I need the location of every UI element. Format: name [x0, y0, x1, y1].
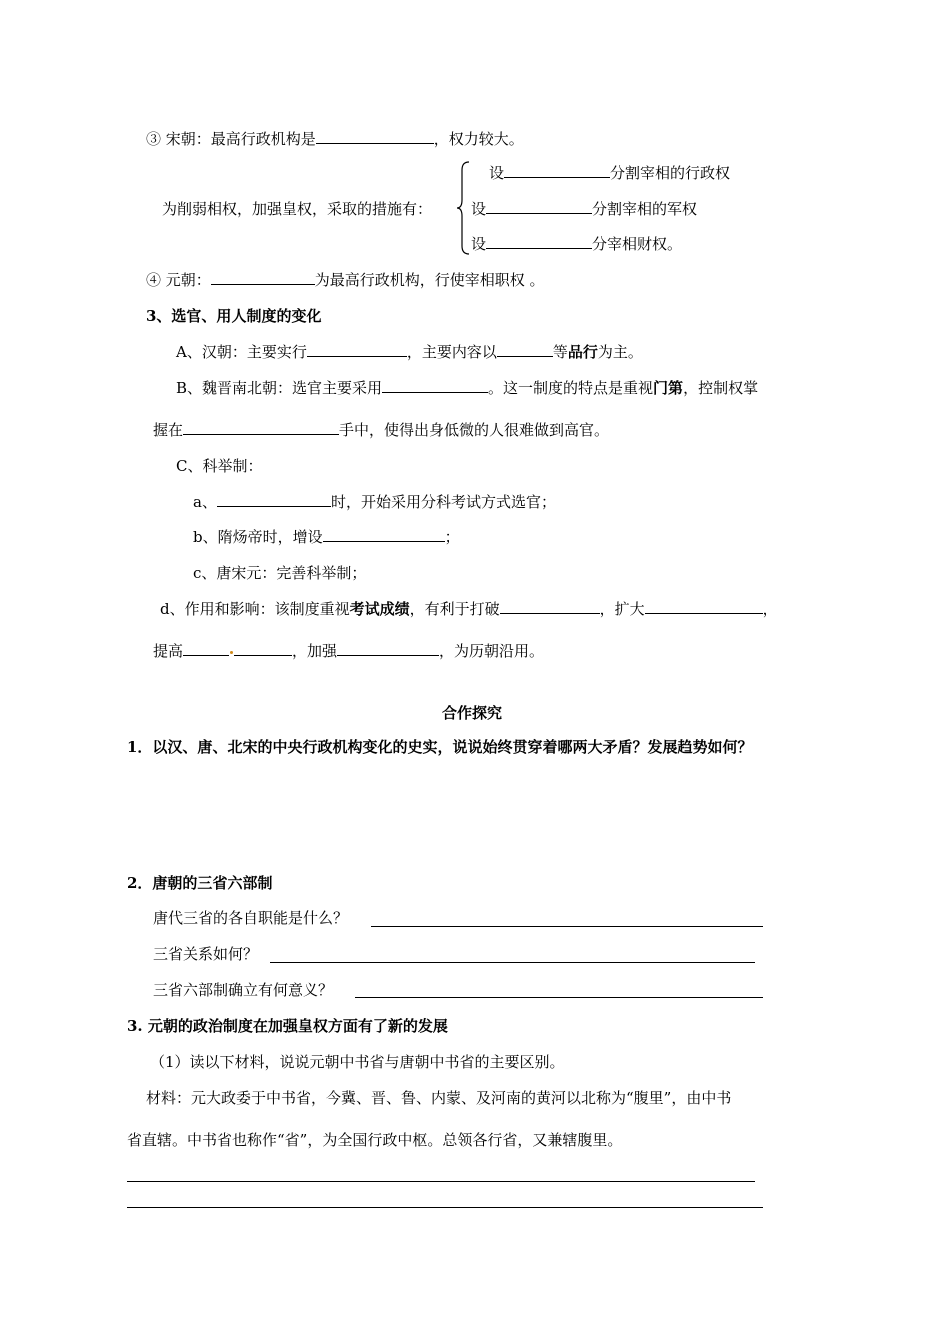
answer-line-q2b[interactable]: [270, 962, 755, 963]
yuan-tail: 为最高行政机构，行使宰相职权 。: [314, 271, 545, 289]
song-measure-1: [489, 163, 730, 183]
material-line-1: [146, 1088, 731, 1108]
measure-blank-3[interactable]: [486, 234, 592, 249]
keju-d-blank-1[interactable]: [500, 599, 600, 614]
keju-d2-mid: ，加强: [292, 642, 338, 660]
keju-b-blank[interactable]: [323, 527, 445, 542]
keju-a-pre: a、: [193, 493, 217, 511]
han-post1: 等: [552, 343, 568, 361]
weijin-bold: 门第: [653, 379, 684, 397]
song-blank[interactable]: [316, 129, 434, 144]
keju-d2-pre: 提高: [153, 642, 184, 660]
keju-d: [160, 599, 778, 619]
han-post2: 为主。: [597, 343, 643, 361]
weijin-line-2: [153, 420, 609, 440]
weijin-mid: 。这一制度的特点是重视: [488, 379, 654, 397]
keju-d-2: [153, 641, 544, 661]
question-3: 3. 元朝的政治制度在加强皇权方面有了新的发展: [127, 1017, 448, 1035]
mark-dot-icon: [230, 651, 233, 654]
keju-a-post: 时，开始采用分科考试方式选官；: [330, 493, 556, 511]
yuan-line: [146, 270, 545, 290]
han-blank-1[interactable]: [307, 342, 407, 357]
material-line-2: 省直辖。中书省也称作“省”，为全国行政中枢。总领各行省，又兼辖腹里。: [127, 1131, 623, 1149]
song-line: [146, 129, 524, 149]
q2b-label: 三省关系如何？: [153, 945, 259, 963]
material-1b: 、内蒙、及河南的黄河以北称为“腹里”，由中书: [416, 1089, 732, 1107]
answer-line-q2c[interactable]: [355, 997, 763, 998]
measure-prefix: 设: [471, 200, 487, 218]
q2c-label: 三省六部制确立有何意义？: [153, 981, 334, 999]
weijin-post: ，控制权掌: [683, 379, 759, 397]
song-measure-3: [471, 234, 682, 254]
keju-a-blank[interactable]: [217, 492, 331, 507]
song-measures-lead: 为削弱相权，加强皇权，采取的措施有：: [162, 200, 433, 218]
measure-suffix: 分割宰相的行政权: [610, 164, 731, 182]
keju-title: C、科举制：: [176, 457, 263, 475]
han-pre: A、汉朝：主要实行: [176, 343, 307, 361]
answer-line-q3-1[interactable]: [127, 1181, 755, 1182]
keju-d-post: ，: [762, 600, 778, 618]
measure-prefix: 设: [489, 164, 505, 182]
q3a-label: （1）读以下材料，说说元朝中书省与唐朝中书省的主要区别。: [150, 1053, 565, 1071]
q2a-label: 唐代三省的各自职能是什么？: [153, 909, 349, 927]
weijin-line: [176, 378, 758, 398]
keju-d-mid2: ，扩大: [599, 600, 645, 618]
keju-b-post: ；: [444, 528, 460, 546]
measure-prefix: 设: [471, 235, 487, 253]
keju-d2-blank-1b[interactable]: [234, 641, 292, 656]
yuan-label: ④ 元朝：: [146, 271, 211, 289]
material-1a: 材料：元大政委于中书省，今冀、晋、鲁: [146, 1089, 417, 1107]
keju-d-bold: 考试成绩: [349, 600, 410, 618]
weijin-blank[interactable]: [382, 378, 488, 393]
measure-blank-2[interactable]: [486, 199, 592, 214]
keju-d2-blank-2[interactable]: [337, 641, 439, 656]
weijin-pre: B、魏晋南北朝：选官主要采用: [176, 379, 383, 397]
question-2: 2．唐朝的三省六部制: [127, 874, 273, 892]
han-mid: ，主要内容以: [406, 343, 497, 361]
song-label: ③ 宋朝：最高行政机构是: [146, 130, 316, 148]
keju-d-mid1: ，有利于打破: [409, 600, 500, 618]
weijin2-post: 手中，使得出身低微的人很难做到高官。: [339, 421, 610, 439]
section3-title: 3、选官、用人制度的变化: [146, 307, 322, 325]
keju-c: c、唐宋元：完善科举制；: [193, 564, 367, 582]
keju-b: [193, 527, 460, 547]
measure-suffix: 分割宰相的军权: [592, 200, 698, 218]
weijin2-pre: 握在: [153, 421, 184, 439]
han-bold: 品行: [567, 343, 598, 361]
keju-b-pre: b、隋炀帝时，增设: [193, 528, 323, 546]
weijin-blank-2[interactable]: [183, 420, 339, 435]
keju-d-pre: d、作用和影响：该制度重视: [160, 600, 350, 618]
keju-a: [193, 492, 556, 512]
curly-brace-icon: [456, 160, 472, 256]
answer-line-q2a[interactable]: [371, 926, 763, 927]
keju-d2-post: ，为历朝沿用。: [439, 642, 545, 660]
keju-d2-blank-1a[interactable]: [183, 641, 229, 656]
han-line: [176, 342, 643, 362]
measure-suffix: 分宰相财权。: [592, 235, 683, 253]
measure-blank-1[interactable]: [504, 163, 610, 178]
cooperate-title: 合作探究: [442, 704, 503, 722]
song-tail: ，权力较大。: [433, 130, 524, 148]
yuan-blank[interactable]: [211, 270, 315, 285]
keju-d-blank-2[interactable]: [645, 599, 763, 614]
song-measure-2: [471, 199, 697, 219]
answer-line-q3-2[interactable]: [127, 1207, 763, 1208]
han-blank-2[interactable]: [497, 342, 553, 357]
question-1: 1．以汉、唐、北宋的中央行政机构变化的史实，说说始终贯穿着哪两大矛盾？发展趋势如何？: [127, 738, 753, 756]
